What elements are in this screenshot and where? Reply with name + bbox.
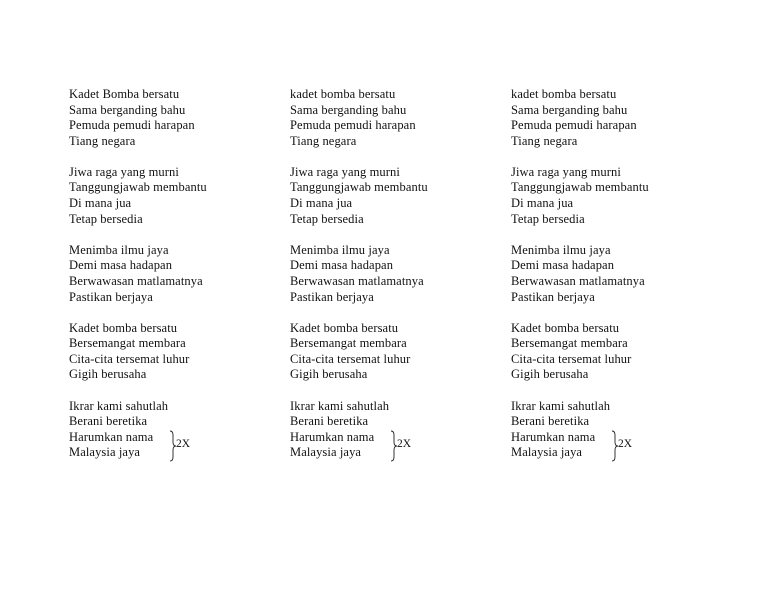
lyric-line: Tiang negara xyxy=(69,133,136,148)
lyrics-column-3 xyxy=(511,87,711,476)
lyric-line: Malaysia jaya xyxy=(511,445,583,460)
lyric-line: Sama berganding bahu xyxy=(290,102,407,117)
lyric-line: Cita-cita tersemat luhur xyxy=(290,351,411,366)
stanza-final xyxy=(511,399,711,461)
stanza xyxy=(290,243,490,305)
lyric-line: Tetap bersedia xyxy=(511,211,585,226)
repeat-label: 2X xyxy=(397,437,412,450)
lyrics-column-1 xyxy=(69,87,269,476)
lyric-line: Pemuda pemudi harapan xyxy=(69,118,195,133)
lyric-line: Tiang negara xyxy=(511,133,578,148)
lyric-line: Berani beretika xyxy=(290,414,369,429)
lyric-line: Tiang negara xyxy=(290,133,357,148)
lyric-line: Demi masa hadapan xyxy=(69,258,173,273)
lyric-line: Kadet Bomba bersatu xyxy=(69,87,180,101)
lyric-line: Menimba ilmu jaya xyxy=(511,242,611,257)
stanza xyxy=(290,165,490,227)
stanza xyxy=(69,165,269,227)
lyric-line: Menimba ilmu jaya xyxy=(290,242,390,257)
lyric-line: Kadet bomba bersatu xyxy=(511,320,620,335)
stanza-final xyxy=(69,399,269,461)
lyric-line: Gigih berusaha xyxy=(511,367,589,382)
lyric-line: Malaysia jaya xyxy=(69,445,141,460)
lyric-line: Jiwa raga yang murni xyxy=(290,164,400,179)
stanza xyxy=(511,243,711,305)
lyric-line: Cita-cita tersemat luhur xyxy=(69,351,190,366)
stanza xyxy=(511,87,711,149)
lyric-line: Tanggungjawab membantu xyxy=(69,180,207,195)
repeat-label: 2X xyxy=(618,437,633,450)
lyric-line: Berani beretika xyxy=(511,414,590,429)
lyric-line: Pastikan berjaya xyxy=(511,289,595,304)
repeat-marker xyxy=(611,430,651,462)
stanza xyxy=(69,87,269,149)
lyric-line: Kadet bomba bersatu xyxy=(290,320,399,335)
stanza xyxy=(511,321,711,383)
lyric-line: Pastikan berjaya xyxy=(290,289,374,304)
lyric-line: Demi masa hadapan xyxy=(290,258,394,273)
lyric-line: Gigih berusaha xyxy=(290,367,368,382)
lyric-line: Tanggungjawab membantu xyxy=(511,180,649,195)
lyric-line: Demi masa hadapan xyxy=(511,258,615,273)
lyric-line: Harumkan nama xyxy=(69,429,154,444)
lyric-line: Di mana jua xyxy=(511,196,574,211)
lyric-line: Menimba ilmu jaya xyxy=(69,242,169,257)
repeat-label: 2X xyxy=(176,437,191,450)
lyric-line: Di mana jua xyxy=(69,196,132,211)
lyric-line: Pemuda pemudi harapan xyxy=(290,118,416,133)
lyric-line: Malaysia jaya xyxy=(290,445,362,460)
lyrics-column-2 xyxy=(290,87,490,476)
stanza xyxy=(69,321,269,383)
lyric-line: Cita-cita tersemat luhur xyxy=(511,351,632,366)
lyric-line: kadet bomba bersatu xyxy=(511,87,617,101)
lyric-line: Tanggungjawab membantu xyxy=(290,180,428,195)
lyric-line: Sama berganding bahu xyxy=(511,102,628,117)
lyric-line: Ikrar kami sahutlah xyxy=(69,398,169,413)
stanza xyxy=(511,165,711,227)
lyric-line: Kadet bomba bersatu xyxy=(69,320,178,335)
stanza-final xyxy=(290,399,490,461)
repeat-marker xyxy=(390,430,430,462)
lyric-line: Tetap bersedia xyxy=(290,211,364,226)
lyric-line: Berwawasan matlamatnya xyxy=(69,273,203,288)
lyric-line: Berani beretika xyxy=(69,414,148,429)
lyric-line: Pemuda pemudi harapan xyxy=(511,118,637,133)
lyric-line: Gigih berusaha xyxy=(69,367,147,382)
lyric-line: Bersemangat membara xyxy=(69,336,186,351)
lyric-line: Jiwa raga yang murni xyxy=(511,164,621,179)
lyric-line: Harumkan nama xyxy=(511,429,596,444)
lyric-line: kadet bomba bersatu xyxy=(290,87,396,101)
lyric-line: Di mana jua xyxy=(290,196,353,211)
lyric-line: Berwawasan matlamatnya xyxy=(511,273,645,288)
lyric-line: Bersemangat membara xyxy=(511,336,628,351)
stanza xyxy=(69,243,269,305)
stanza xyxy=(290,321,490,383)
lyric-line: Harumkan nama xyxy=(290,429,375,444)
repeat-marker xyxy=(169,430,209,462)
lyric-line: Jiwa raga yang murni xyxy=(69,164,179,179)
lyric-line: Ikrar kami sahutlah xyxy=(290,398,390,413)
lyric-line: Pastikan berjaya xyxy=(69,289,153,304)
lyric-line: Tetap bersedia xyxy=(69,211,143,226)
lyric-line: Ikrar kami sahutlah xyxy=(511,398,611,413)
stanza xyxy=(290,87,490,149)
lyric-line: Bersemangat membara xyxy=(290,336,407,351)
lyric-line: Sama berganding bahu xyxy=(69,102,186,117)
lyric-line: Berwawasan matlamatnya xyxy=(290,273,424,288)
